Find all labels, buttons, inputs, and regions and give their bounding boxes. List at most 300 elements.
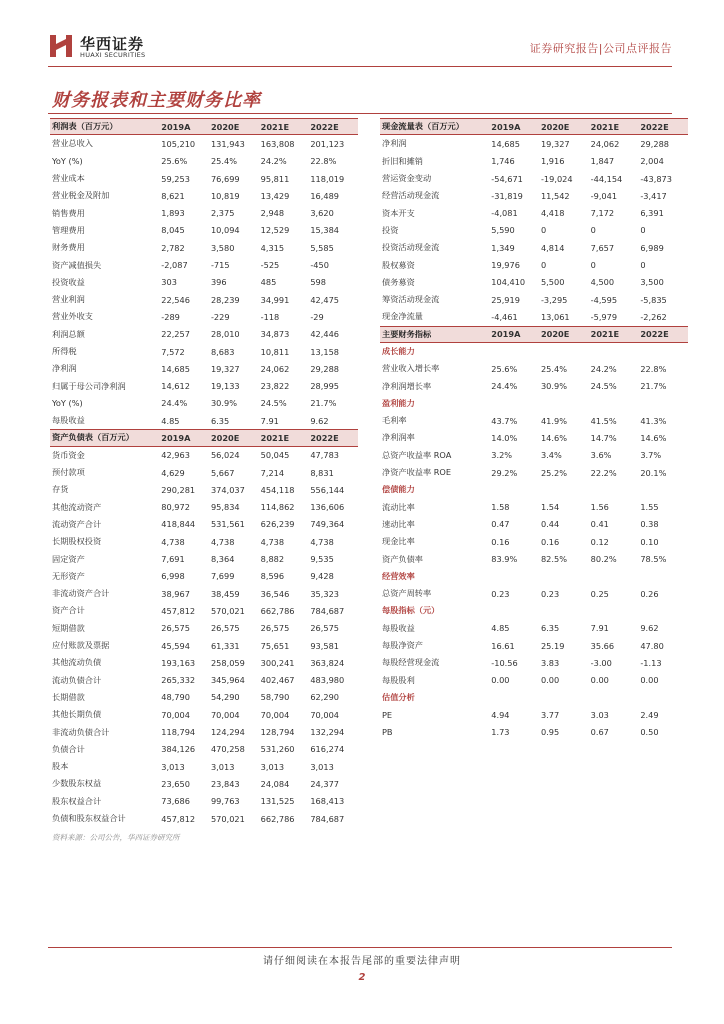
cell-value: 598 [310, 277, 326, 288]
cell-value: 14.6% [640, 432, 667, 443]
table-row [50, 135, 358, 152]
year-header: 2021E [260, 121, 290, 132]
cell-value: 374,037 [210, 484, 245, 495]
cell-value: 0.38 [640, 519, 659, 530]
row-label: 投资活动现金流 [382, 242, 440, 253]
cell-value: 7,214 [260, 467, 285, 478]
row-label: 每股经营现金流 [382, 657, 440, 668]
report-type: 证券研究报告|公司点评报告 [529, 42, 672, 55]
year-header: 2021E [590, 329, 620, 340]
cell-value: 1,893 [161, 208, 185, 219]
data-source: 资料来源：公司公告，华西证券研究所 [52, 833, 180, 842]
row-label: 其他长期负债 [52, 709, 102, 720]
ratio-group [380, 602, 688, 619]
table-row [50, 654, 358, 671]
cell-value: 402,467 [260, 675, 295, 686]
footer-divider [48, 947, 672, 948]
year-header: 2019A [161, 121, 191, 132]
cell-value: 23,843 [210, 778, 240, 789]
cell-value: 128,794 [260, 727, 295, 738]
table-row [380, 135, 688, 152]
cell-value: 99,763 [210, 796, 240, 807]
table-row [50, 637, 358, 654]
table-row [50, 447, 358, 464]
cell-value: 26,575 [210, 623, 240, 634]
row-label: 营业收入增长率 [382, 363, 440, 374]
cell-value: 34,991 [260, 294, 290, 305]
cell-value: 0.50 [640, 727, 659, 738]
cell-value: 12,529 [260, 225, 290, 236]
cell-value: 25.19 [540, 640, 565, 651]
row-label: PB [382, 727, 393, 738]
table-row [50, 256, 358, 273]
cell-value: 168,413 [310, 796, 345, 807]
cell-value: 784,687 [310, 605, 345, 616]
cell-value: 29.2% [491, 467, 518, 478]
cell-value: 45,594 [161, 640, 190, 651]
row-label: 净利润 [382, 138, 407, 149]
table-row [50, 291, 358, 308]
table-row [380, 222, 688, 239]
table-row [380, 499, 688, 516]
cell-value: 457,812 [161, 813, 196, 824]
cell-value: 41.3% [640, 415, 667, 426]
table-row [380, 360, 688, 377]
cell-value: 470,258 [210, 744, 245, 755]
cell-value: 19,976 [491, 260, 520, 271]
cell-value: -54,671 [491, 173, 523, 184]
cell-value: 76,699 [210, 173, 240, 184]
cell-value: 22,546 [161, 294, 190, 305]
cell-value: 14.7% [590, 432, 617, 443]
cell-value: 61,331 [210, 640, 240, 651]
cell-value: -5,835 [640, 294, 667, 305]
cell-value: 124,294 [210, 727, 245, 738]
row-label: 现金净流量 [382, 311, 423, 322]
cell-value: -10.56 [491, 657, 518, 668]
row-label: 每股股利 [382, 674, 415, 685]
cell-value: 1,349 [491, 242, 515, 253]
cell-value: 363,824 [310, 657, 345, 668]
table-row [50, 239, 358, 256]
cell-value: 30.9% [210, 398, 237, 409]
cell-value: 25.6% [161, 156, 188, 167]
cell-value: 24.2% [260, 156, 287, 167]
cell-value: 3.6% [590, 450, 612, 461]
cell-value: 24.4% [491, 381, 518, 392]
cell-value: 1,746 [491, 156, 515, 167]
table-row [50, 343, 358, 360]
cell-value: -4,595 [590, 294, 618, 305]
cell-value: 1.73 [491, 727, 510, 738]
table-row [380, 239, 688, 256]
row-label: 净利润率 [382, 432, 415, 443]
cell-value: 80,972 [161, 502, 190, 513]
cell-value: 38,459 [210, 588, 240, 599]
cell-value: 454,118 [260, 484, 295, 495]
row-label: 归属于母公司净利润 [52, 380, 126, 391]
table-row [50, 793, 358, 810]
cell-value: 24,377 [310, 778, 339, 789]
row-label: 资产合计 [52, 605, 85, 616]
table-row [50, 550, 358, 567]
row-label: 投资 [382, 224, 399, 235]
row-label: 流动负债合计 [52, 674, 102, 685]
cell-value: -4,081 [491, 208, 518, 219]
year-header: 2019A [491, 121, 521, 132]
row-label: 固定资产 [52, 553, 85, 564]
cell-value: 0 [540, 225, 547, 236]
group-title: 成长能力 [382, 346, 415, 356]
table-row [50, 187, 358, 204]
cell-value: 70,004 [161, 709, 190, 720]
cell-value: 6,989 [640, 242, 664, 253]
cell-value: 662,786 [260, 605, 295, 616]
cell-value: 93,581 [310, 640, 339, 651]
cell-value: 25.6% [491, 363, 518, 374]
cell-value: 303 [161, 277, 177, 288]
row-label: 管理费用 [52, 224, 85, 235]
cell-value: -3,417 [640, 190, 667, 201]
cell-value: 1,847 [590, 156, 615, 167]
row-label: 每股收益 [52, 415, 85, 426]
cell-value: 485 [260, 277, 277, 288]
table-row [380, 153, 688, 170]
row-label: 流动资产合计 [52, 518, 102, 529]
cell-value: -9,041 [590, 190, 618, 201]
cell-value: 42,446 [310, 329, 339, 340]
table-row [380, 706, 688, 723]
cell-value: 7.91 [590, 623, 609, 634]
cell-value: 8,683 [210, 346, 235, 357]
row-label: 净利润增长率 [382, 380, 432, 391]
cell-value: 131,943 [210, 138, 245, 149]
row-label: 总资产周转率 [382, 588, 432, 599]
ratio-group [380, 568, 688, 585]
row-label: 利润总额 [52, 328, 85, 339]
cell-value: 29,288 [310, 363, 339, 374]
cell-value: 25.2% [540, 467, 567, 478]
cell-value: 258,059 [210, 657, 245, 668]
cell-value: -118 [260, 311, 280, 322]
row-label: YoY (%) [52, 156, 83, 167]
year-header: 2019A [491, 329, 521, 340]
cell-value: 556,144 [310, 484, 345, 495]
row-label: YoY (%) [52, 398, 83, 409]
cell-value: 21.7% [310, 398, 337, 409]
row-label: 非流动资产合计 [52, 588, 110, 599]
table-row [50, 377, 358, 394]
cell-value: 70,004 [310, 709, 339, 720]
table-row [50, 585, 358, 602]
row-label: 股权募资 [382, 259, 415, 270]
cell-value: 14,685 [161, 363, 190, 374]
cell-value: 0.16 [540, 536, 560, 547]
company-logo [48, 32, 188, 62]
cell-value: 10,811 [260, 346, 290, 357]
cell-value: 14.0% [491, 432, 518, 443]
cell-value: 34,873 [260, 329, 290, 340]
cell-value: 163,808 [260, 138, 295, 149]
cell-value: 570,021 [210, 813, 245, 824]
cell-value: 10,094 [210, 225, 240, 236]
cell-value: -229 [210, 311, 230, 322]
table-row [50, 516, 358, 533]
cell-value: 14.6% [540, 432, 567, 443]
cell-value: 42,963 [161, 450, 190, 461]
row-label: 财务费用 [52, 242, 85, 253]
row-label: 预付款项 [52, 467, 85, 478]
cell-value: 56,024 [210, 450, 240, 461]
cell-value: -3.00 [590, 657, 612, 668]
table-row [50, 810, 358, 827]
cell-value: 6.35 [210, 415, 230, 426]
row-label: 销售费用 [52, 207, 85, 218]
row-label: 少数股东权益 [52, 778, 102, 789]
cell-value: 0.26 [640, 588, 659, 599]
cell-value: 118,794 [161, 727, 196, 738]
cell-value: 105,210 [161, 138, 196, 149]
header-divider [48, 66, 672, 67]
cell-value: 8,882 [260, 554, 285, 565]
table-row [50, 602, 358, 619]
cell-value: 6.35 [540, 623, 560, 634]
cell-value: 95,811 [260, 173, 290, 184]
cell-value: 3.77 [540, 709, 560, 720]
cell-value: 70,004 [260, 709, 290, 720]
cell-value: 21.7% [640, 381, 667, 392]
year-header: 2019A [161, 432, 191, 443]
huaxi-logo-icon [48, 32, 74, 60]
row-label: 资产减值损失 [52, 259, 102, 270]
cell-value: 35,323 [310, 588, 339, 599]
cell-value: 38,967 [161, 588, 190, 599]
cell-value: 531,561 [210, 519, 245, 530]
cell-value: 9,535 [310, 554, 334, 565]
logo-text-cn: 华西证券 [80, 35, 145, 53]
cell-value: 6,998 [161, 571, 185, 582]
cell-value: 24.4% [161, 398, 188, 409]
cell-value: 24,062 [590, 138, 620, 149]
left-tables [50, 118, 358, 827]
cell-value: 4,500 [590, 277, 615, 288]
cell-value: -19,024 [540, 173, 573, 184]
row-label: 其他流动负债 [52, 657, 102, 668]
cell-value: 3.4% [540, 450, 562, 461]
cell-value: 0.67 [590, 727, 609, 738]
row-label: 投资收益 [52, 276, 85, 287]
cell-value: 23,822 [260, 381, 290, 392]
cell-value: 48,790 [161, 692, 190, 703]
table-row [50, 672, 358, 689]
year-header: 2022E [640, 121, 669, 132]
cell-value: 70,004 [210, 709, 240, 720]
cell-value: 3,013 [260, 761, 285, 772]
table-row [50, 395, 358, 412]
cell-value: 4,629 [161, 467, 185, 478]
cell-value: 749,364 [310, 519, 345, 530]
table-row [380, 533, 688, 550]
year-header: 2022E [640, 329, 669, 340]
cell-value: 58,790 [260, 692, 290, 703]
row-label: 营业利润 [52, 294, 85, 305]
group-title: 每股指标（元） [382, 605, 440, 616]
cell-value: 0.95 [540, 727, 560, 738]
cell-value: 28,010 [210, 329, 240, 340]
year-header: 2020E [210, 432, 240, 443]
cell-value: 3.03 [590, 709, 609, 720]
cell-value: 7,691 [161, 554, 185, 565]
cell-value: 26,575 [310, 623, 339, 634]
table-row [50, 204, 358, 221]
cell-value: -2,087 [161, 260, 188, 271]
cell-value: 8,045 [161, 225, 185, 236]
balance-sheet-header [50, 429, 358, 446]
cell-value: -4,461 [491, 311, 518, 322]
cell-value: 7,572 [161, 346, 185, 357]
cell-value: 4.85 [491, 623, 510, 634]
row-label: 负债和股东权益合计 [52, 813, 126, 824]
table-row [50, 326, 358, 343]
cell-value: 784,687 [310, 813, 345, 824]
row-label: 短期借款 [52, 622, 85, 633]
cell-value: 2,782 [161, 242, 185, 253]
table-row [380, 429, 688, 446]
cell-value: 290,281 [161, 484, 196, 495]
cell-value: 9,428 [310, 571, 334, 582]
table-title: 现金流量表（百万元） [382, 121, 464, 132]
cell-value: 7,699 [210, 571, 235, 582]
cell-value: 9.62 [640, 623, 659, 634]
cell-value: 345,964 [210, 675, 245, 686]
cell-value: 2,004 [640, 156, 664, 167]
cell-value: 95,834 [210, 502, 240, 513]
year-header: 2022E [310, 432, 339, 443]
section-title: 财务报表和主要财务比率 [52, 90, 261, 111]
table-title: 利润表（百万元） [52, 121, 118, 132]
cell-value: 3.7% [640, 450, 662, 461]
cell-value: 36,546 [260, 588, 290, 599]
cell-value: 24.5% [590, 381, 617, 392]
cell-value: 78.5% [640, 554, 667, 565]
cell-value: 384,126 [161, 744, 196, 755]
row-label: 营业税金及附加 [52, 190, 110, 201]
ratio-group [380, 395, 688, 412]
income-statement-header [50, 118, 358, 135]
cell-value: 201,123 [310, 138, 345, 149]
cell-value: 0 [540, 260, 547, 271]
cell-value: 1.55 [640, 502, 659, 513]
cell-value: -525 [260, 260, 280, 271]
row-label: 负债合计 [52, 743, 85, 754]
table-row [50, 533, 358, 550]
cell-value: 19,327 [540, 138, 570, 149]
row-label: 营业成本 [52, 173, 85, 184]
cell-value: -44,154 [590, 173, 623, 184]
table-row [380, 723, 688, 740]
cell-value: 14,612 [161, 381, 190, 392]
row-label: 货币资金 [52, 449, 85, 460]
row-label: 股东权益合计 [52, 795, 102, 806]
cell-value: 8,364 [210, 554, 235, 565]
cell-value: 28,995 [310, 381, 339, 392]
table-row [380, 550, 688, 567]
table-row [50, 153, 358, 170]
cell-value: 3,620 [310, 208, 334, 219]
cell-value: 20.1% [640, 467, 667, 478]
cashflow-statement-header [380, 118, 688, 135]
cell-value: 3,580 [210, 242, 235, 253]
cell-value: 30.9% [540, 381, 567, 392]
table-row [50, 741, 358, 758]
row-label: 资产负债率 [382, 553, 423, 564]
table-row [380, 170, 688, 187]
cell-value: 10,819 [210, 190, 240, 201]
table-row [380, 187, 688, 204]
ratio-group [380, 689, 688, 706]
cell-value: 7.91 [260, 415, 279, 426]
legal-disclaimer: 请仔细阅读在本报告尾部的重要法律声明 [263, 956, 461, 967]
table-row [380, 585, 688, 602]
cell-value: -31,819 [491, 190, 523, 201]
cell-value: 0.44 [540, 519, 560, 530]
cell-value: 4,738 [210, 536, 235, 547]
row-label: 筹资活动现金流 [382, 294, 440, 305]
cell-value: 5,667 [210, 467, 235, 478]
cell-value: 25.4% [540, 363, 567, 374]
table-row [380, 447, 688, 464]
cell-value: 662,786 [260, 813, 295, 824]
row-label: 速动比率 [382, 518, 415, 529]
year-header: 2021E [590, 121, 620, 132]
cell-value: 0.00 [590, 675, 609, 686]
cell-value: 25,919 [491, 294, 520, 305]
group-title: 估值分析 [382, 691, 415, 702]
cell-value: 28,239 [210, 294, 240, 305]
table-row [380, 672, 688, 689]
cell-value: 193,163 [161, 657, 196, 668]
cell-value: -29 [310, 311, 324, 322]
cell-value: 22,257 [161, 329, 190, 340]
row-label: PE [382, 709, 393, 720]
cell-value: 8,831 [310, 467, 334, 478]
table-row [380, 412, 688, 429]
cell-value: 11,542 [540, 190, 570, 201]
cell-value: 8,596 [260, 571, 285, 582]
cell-value: 13,061 [540, 311, 570, 322]
table-row [50, 412, 358, 429]
table-row [380, 620, 688, 637]
year-header: 2020E [540, 329, 570, 340]
cell-value: 0.00 [491, 675, 510, 686]
cell-value: -3,295 [540, 294, 568, 305]
row-label: 营运资金变动 [382, 173, 432, 184]
cell-value: 82.5% [540, 554, 567, 565]
table-title: 资产负债表（百万元） [52, 432, 134, 443]
cell-value: 0.00 [640, 675, 659, 686]
row-label: 经营活动现金流 [382, 190, 440, 201]
cell-value: 9.62 [310, 415, 329, 426]
cell-value: 0.23 [540, 588, 560, 599]
cell-value: 300,241 [260, 657, 295, 668]
table-row [50, 723, 358, 740]
cell-value: 626,239 [260, 519, 295, 530]
cell-value: 0.10 [640, 536, 659, 547]
cell-value: 0.41 [590, 519, 609, 530]
cell-value: 4,418 [540, 208, 565, 219]
cell-value: -43,873 [640, 173, 672, 184]
row-label: 股本 [52, 761, 69, 772]
